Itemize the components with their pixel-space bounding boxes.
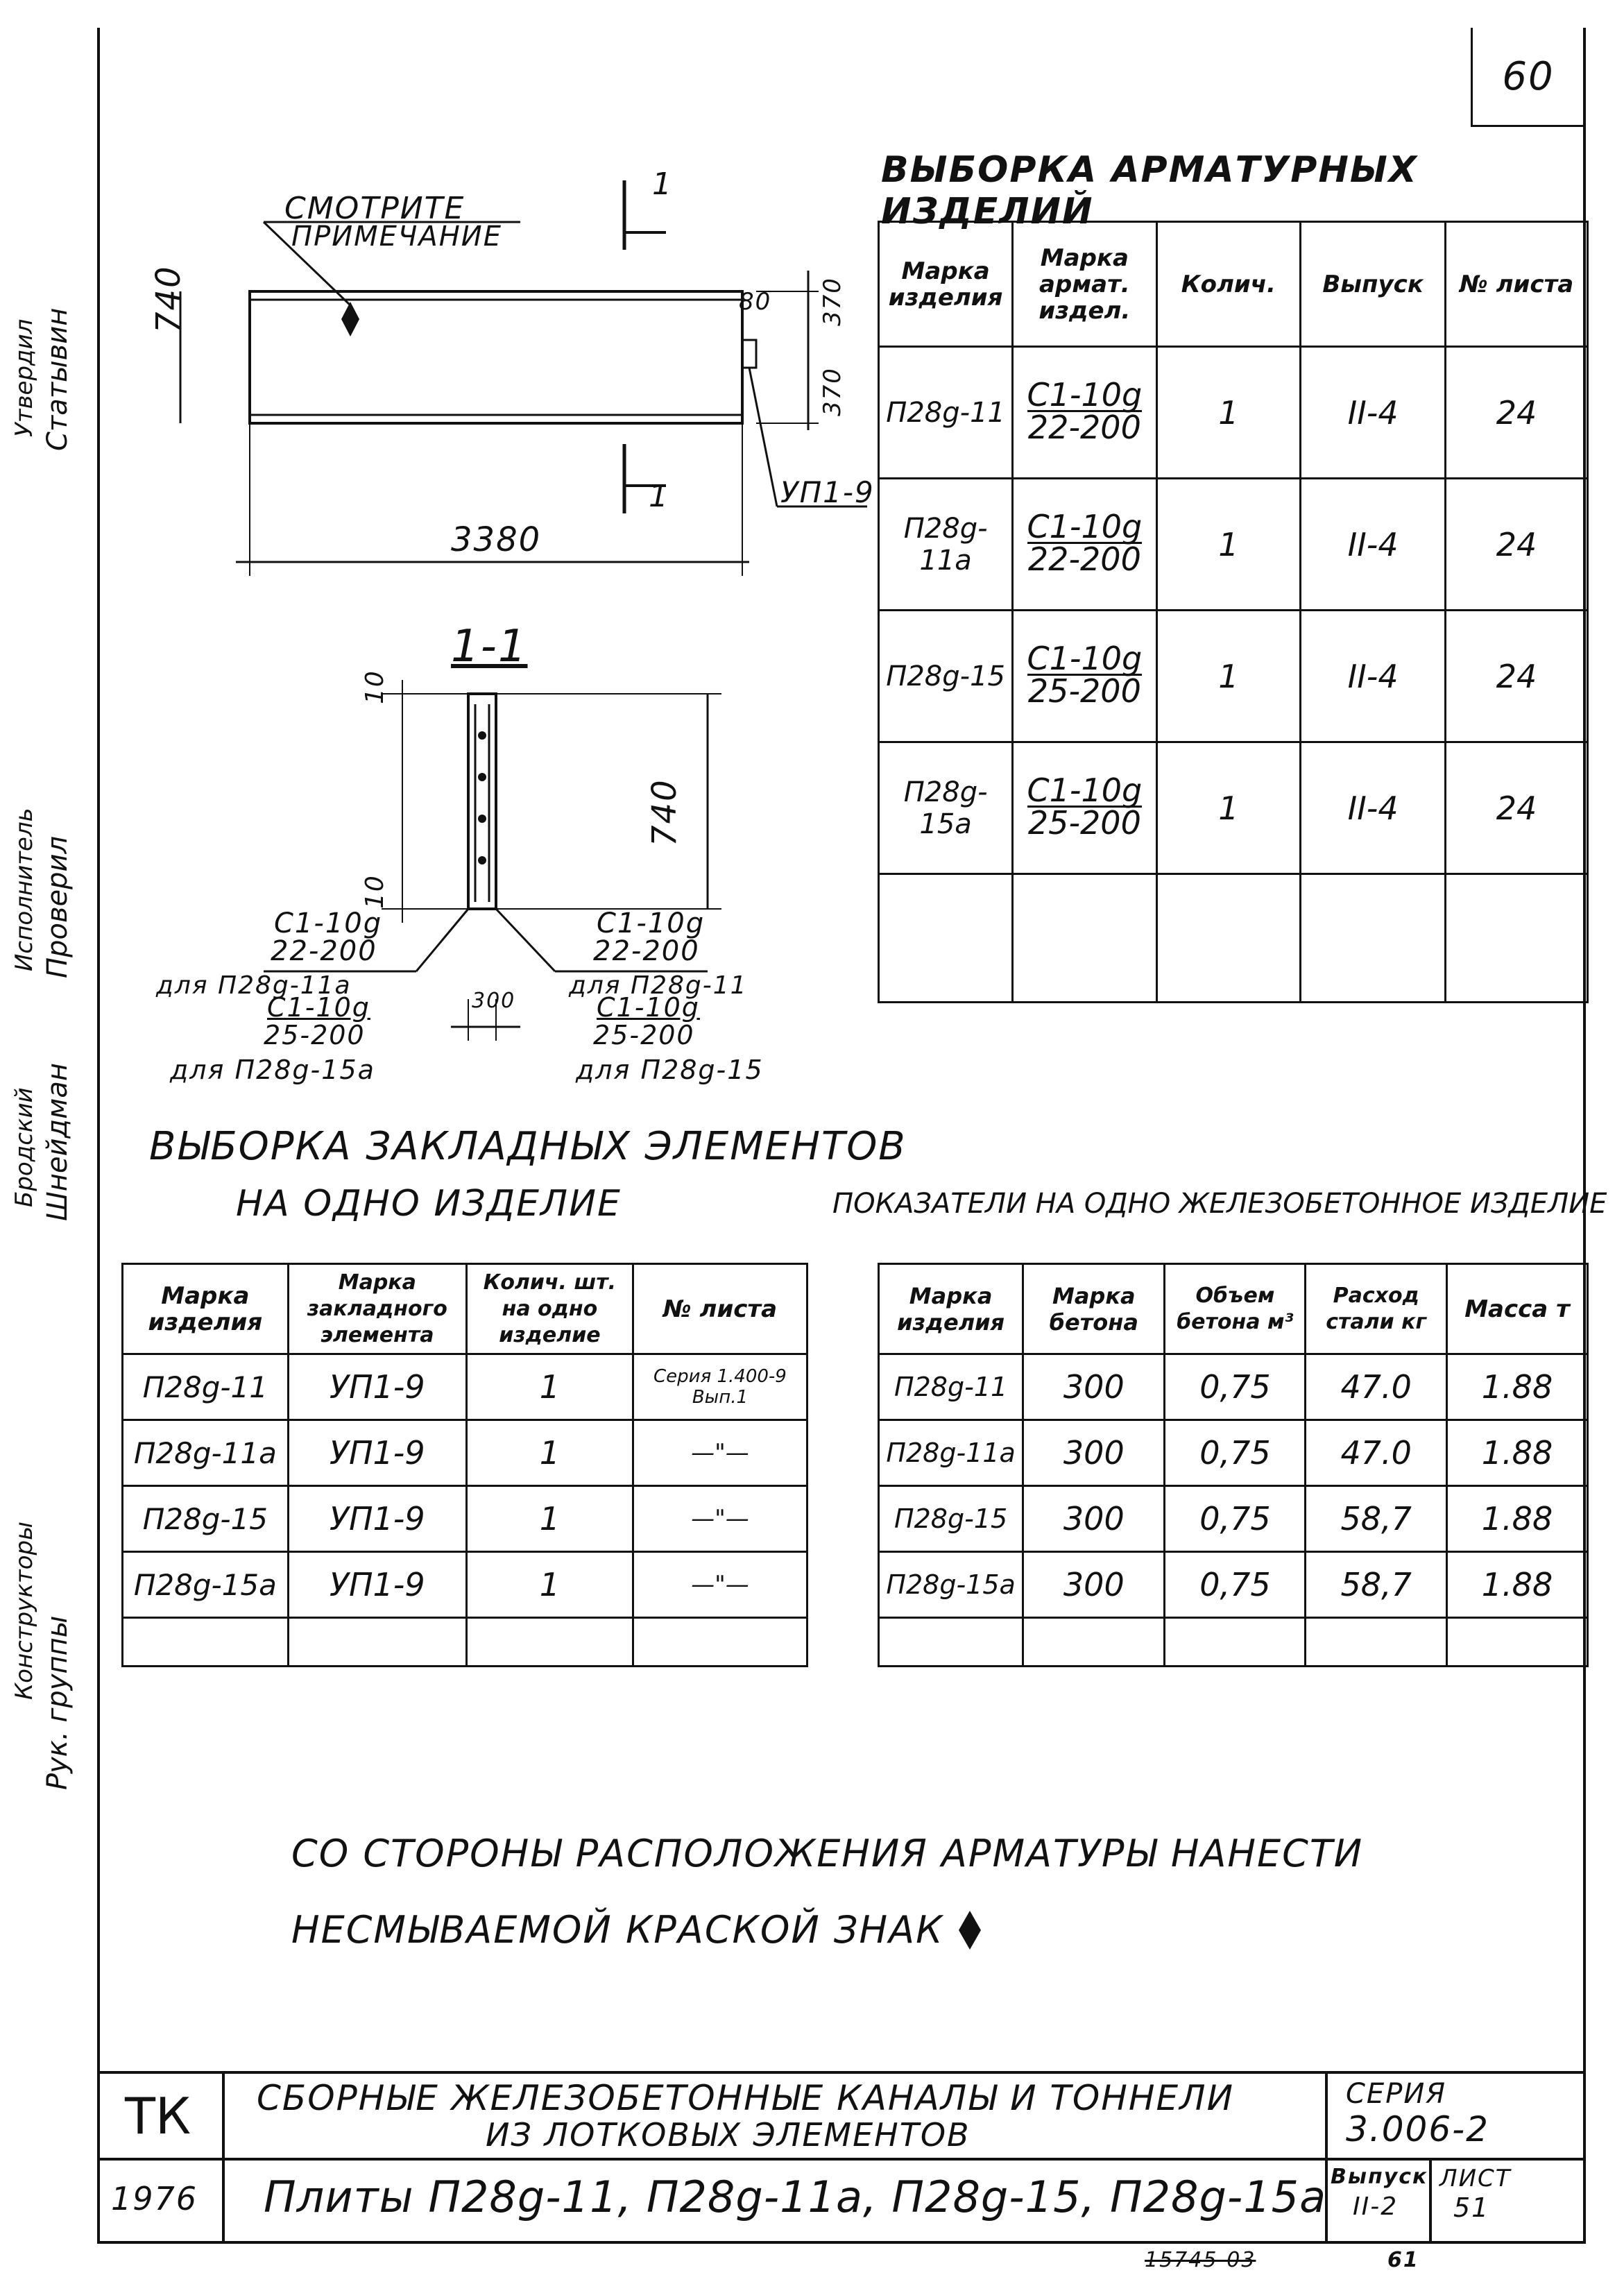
ind-steel: 58,7 — [1306, 1552, 1447, 1618]
rebar-mark: П28g-11 — [879, 347, 1013, 479]
embedded-header-mark: Марка изделия — [123, 1264, 289, 1354]
tb-vline — [1429, 2158, 1432, 2241]
empty-cell — [1013, 874, 1156, 1003]
right-a2: 22-200 — [593, 935, 700, 967]
footer-sheet: 61 — [1387, 2248, 1419, 2272]
embedded-row — [123, 1420, 807, 1486]
tb-series-label: СЕРИЯ — [1346, 2078, 1447, 2110]
indicators-row — [879, 1354, 1588, 1420]
embedded-sheet: —"— — [633, 1420, 807, 1486]
rebar-top: С1-10g — [1027, 507, 1143, 545]
tb-org: ТК — [125, 2087, 191, 2145]
embedded-mark: П28g-11 — [123, 1354, 289, 1420]
left-a2: 22-200 — [271, 935, 377, 967]
ind-mark: П28g-15a — [879, 1552, 1023, 1618]
empty-cell — [1165, 1618, 1306, 1667]
rebar-empty-row — [879, 874, 1588, 1003]
rebar-dot — [478, 856, 486, 864]
note-line-2: НЕСМЫВАЕМОЙ КРАСКОЙ ЗНАК — [291, 1908, 944, 1952]
note-label-2: ПРИМЕЧАНИЕ — [291, 221, 502, 253]
dim-10b: 10 — [361, 874, 389, 909]
rebar-issue: II-4 — [1301, 611, 1446, 742]
rebar-row — [879, 479, 1588, 611]
section-title: 1-1 — [451, 621, 528, 672]
rebar-fraction — [1027, 507, 1143, 578]
rebar-rebar — [1013, 347, 1156, 479]
dim-740b: 740 — [645, 778, 684, 846]
ind-concrete: 300 — [1023, 1420, 1165, 1486]
tb-title-2: ИЗ ЛОТКОВЫХ ЭЛЕМЕНТОВ — [486, 2116, 971, 2154]
rebar-bottom: 22-200 — [1027, 540, 1141, 578]
stamp-role4: Утвердил — [10, 318, 38, 437]
dim-370b: 370 — [819, 367, 846, 416]
rebar-mark: П28g-11a — [879, 479, 1013, 611]
rebar-header-issue: Выпуск — [1301, 222, 1446, 347]
embedded-sheet: —"— — [633, 1486, 807, 1552]
rebar-issue: II-4 — [1301, 347, 1446, 479]
right-a3: для П28g-11 — [569, 971, 748, 1000]
tb-vline — [222, 2071, 225, 2241]
marker-diamond-shape — [959, 1911, 981, 1950]
indicators-title: ПОКАЗАТЕЛИ НА ОДНО ЖЕЛЕЗОБЕТОННОЕ ИЗДЕЛИЕ — [832, 1188, 1607, 1220]
rebar-table-header — [879, 222, 1588, 347]
ind-mass: 1.88 — [1447, 1420, 1588, 1486]
stamp-role2: Бродский — [10, 1087, 38, 1207]
rebar-sheet: 24 — [1446, 742, 1588, 874]
rebar-rebar — [1013, 742, 1156, 874]
rebar-top: С1-10g — [1027, 375, 1143, 414]
rebar-bottom: 22-200 — [1027, 408, 1141, 446]
up-label: УП1-9 — [780, 475, 875, 509]
marker-diamond-icon — [957, 1911, 982, 1950]
stamp-name2: Шнейдман — [42, 1062, 74, 1221]
ind-mass: 1.88 — [1447, 1486, 1588, 1552]
rebar-qty: 1 — [1156, 742, 1301, 874]
stamp-name4: Статывин — [42, 307, 74, 451]
rebar-fraction — [1027, 771, 1143, 842]
ind-mark: П28g-11a — [879, 1420, 1023, 1486]
marker-diamond — [341, 302, 359, 336]
ind-concrete: 300 — [1023, 1354, 1165, 1420]
ind-steel: 47.0 — [1306, 1354, 1447, 1420]
dim-10a: 10 — [361, 670, 389, 704]
ind-header-concrete: Марка бетона — [1023, 1264, 1165, 1354]
ind-mark: П28g-15 — [879, 1486, 1023, 1552]
ind-volume: 0,75 — [1165, 1486, 1306, 1552]
rebar-fraction — [1027, 639, 1143, 710]
empty-cell — [1446, 874, 1588, 1003]
rebar-sheet: 24 — [1446, 479, 1588, 611]
rebar-qty: 1 — [1156, 347, 1301, 479]
ind-steel: 58,7 — [1306, 1486, 1447, 1552]
ind-mark: П28g-11 — [879, 1354, 1023, 1420]
embedded-mark: П28g-11a — [123, 1420, 289, 1486]
ind-volume: 0,75 — [1165, 1354, 1306, 1420]
right-b2: 25-200 — [593, 1020, 695, 1050]
embedded-element: УП1-9 — [288, 1420, 466, 1486]
empty-cell — [1306, 1618, 1447, 1667]
indicators-table-header — [879, 1264, 1588, 1354]
left-b1: С1-10g — [267, 992, 370, 1023]
rebar-top: С1-10g — [1027, 771, 1143, 809]
empty-cell — [1301, 874, 1446, 1003]
note-label-1: СМОТРИТЕ — [284, 191, 465, 226]
embedded-header-sheet: № листа — [633, 1264, 807, 1354]
section-mark-bottom: 1 — [649, 479, 669, 514]
stamp-dept: Конструкторы — [10, 1522, 38, 1700]
empty-cell — [288, 1618, 466, 1667]
embedded-element: УП1-9 — [288, 1354, 466, 1420]
page-number-text: 60 — [1502, 53, 1555, 99]
rebar-row — [879, 347, 1588, 479]
embedded-mark: П28g-15a — [123, 1552, 289, 1618]
ind-mass: 1.88 — [1447, 1552, 1588, 1618]
embedded-header-qty: Колич. шт. на одно изделие — [466, 1264, 633, 1354]
tb-series: 3.006-2 — [1346, 2109, 1489, 2149]
indicators-empty-row — [879, 1618, 1588, 1667]
rebar-issue: II-4 — [1301, 479, 1446, 611]
embedded-mark: П28g-15 — [123, 1486, 289, 1552]
dim-300: 300 — [472, 989, 516, 1013]
empty-cell — [1447, 1618, 1588, 1667]
ind-header-volume: Объем бетона м³ — [1165, 1264, 1306, 1354]
ind-concrete: 300 — [1023, 1552, 1165, 1618]
rebar-table — [878, 221, 1589, 1003]
dim-3380: 3380 — [451, 520, 542, 559]
right-a1: С1-10g — [597, 908, 706, 939]
leader-line — [749, 368, 777, 506]
right-b3: для П28g-15 — [576, 1055, 764, 1085]
empty-cell — [879, 1618, 1023, 1667]
left-a1: С1-10g — [274, 908, 383, 939]
embedded-empty-row — [123, 1618, 807, 1667]
embedded-header-element: Марка закладного элемента — [288, 1264, 466, 1354]
tb-hline — [97, 2158, 1583, 2161]
rebar-header-sheet: № листа — [1446, 222, 1588, 347]
indicators-row — [879, 1420, 1588, 1486]
tb-title-1: СБОРНЫЕ ЖЕЛЕЗОБЕТОННЫЕ КАНАЛЫ И ТОННЕЛИ — [257, 2078, 1235, 2118]
rebar-qty: 1 — [1156, 611, 1301, 742]
embedded-row — [123, 1486, 807, 1552]
embedded-qty: 1 — [466, 1354, 633, 1420]
embedded-element: УП1-9 — [288, 1552, 466, 1618]
ind-volume: 0,75 — [1165, 1420, 1306, 1486]
rebar-mark: П28g-15a — [879, 742, 1013, 874]
right-b1: С1-10g — [597, 992, 700, 1023]
rebar-bottom: 25-200 — [1027, 803, 1141, 842]
dim-740: 740 — [149, 265, 188, 333]
rebar-row — [879, 742, 1588, 874]
embedded-table-header — [123, 1264, 807, 1354]
embedded-qty: 1 — [466, 1486, 633, 1552]
embedded-row — [123, 1354, 807, 1420]
rebar-qty: 1 — [1156, 479, 1301, 611]
rebar-row — [879, 611, 1588, 742]
empty-cell — [1156, 874, 1301, 1003]
footer-code: 15745-03 — [1145, 2248, 1256, 2272]
rebar-bottom: 25-200 — [1027, 672, 1141, 710]
rebar-dot — [478, 815, 486, 823]
empty-cell — [1023, 1618, 1165, 1667]
tb-issue: II-2 — [1353, 2192, 1399, 2221]
rebar-fraction — [1027, 375, 1143, 446]
ind-mass: 1.88 — [1447, 1354, 1588, 1420]
rebar-sheet: 24 — [1446, 611, 1588, 742]
indicators-row — [879, 1486, 1588, 1552]
section-mark-top: 1 — [652, 167, 673, 202]
tb-sheet-label: ЛИСТ — [1439, 2165, 1512, 2192]
ind-header-mark: Марка изделия — [879, 1264, 1023, 1354]
embedded-sheet: Серия 1.400-9 Вып.1 — [633, 1354, 807, 1420]
ind-header-mass: Масса т — [1447, 1264, 1588, 1354]
tb-sheet: 51 — [1453, 2192, 1490, 2223]
indicators-row — [879, 1552, 1588, 1618]
rebar-rebar — [1013, 611, 1156, 742]
note-line-1: СО СТОРОНЫ РАСПОЛОЖЕНИЯ АРМАТУРЫ НАНЕСТИ — [291, 1832, 1364, 1875]
left-a3: для П28g-11a — [156, 971, 352, 1000]
dim-370a: 370 — [819, 277, 846, 326]
rebar-sheet: 24 — [1446, 347, 1588, 479]
up-plate — [742, 340, 756, 368]
rebar-dot — [478, 731, 486, 740]
rebar-header-rebar: Марка армат. издел. — [1013, 222, 1156, 347]
left-b2: 25-200 — [264, 1020, 366, 1050]
ind-volume: 0,75 — [1165, 1552, 1306, 1618]
left-b3: для П28g-15a — [170, 1055, 375, 1085]
rebar-issue: II-4 — [1301, 742, 1446, 874]
rebar-rebar — [1013, 479, 1156, 611]
slab-outline — [250, 291, 742, 423]
stamp-name3: Проверил — [42, 835, 74, 978]
dim-80: 80 — [739, 288, 772, 316]
empty-cell — [466, 1618, 633, 1667]
ind-steel: 47.0 — [1306, 1420, 1447, 1486]
embedded-row — [123, 1552, 807, 1618]
embedded-element: УП1-9 — [288, 1486, 466, 1552]
page-number — [1471, 28, 1584, 127]
rebar-mark: П28g-15 — [879, 611, 1013, 742]
tb-product: Плиты П28g-11, П28g-11a, П28g-15, П28g-15a — [264, 2172, 1327, 2222]
ind-header-steel: Расход стали кг — [1306, 1264, 1447, 1354]
rebar-header-qty: Колич. — [1156, 222, 1301, 347]
tb-year: 1976 — [111, 2180, 198, 2217]
note-line-2-wrap — [291, 1908, 982, 1952]
embedded-table — [121, 1263, 808, 1667]
rebar-header-mark: Марка изделия — [879, 222, 1013, 347]
embedded-sheet: —"— — [633, 1552, 807, 1618]
section-profile — [468, 694, 496, 909]
rebar-dot — [478, 773, 486, 781]
embedded-qty: 1 — [466, 1552, 633, 1618]
rebar-selection-title: ВЫБОРКА АРМАТУРНЫХ ИЗДЕЛИЙ — [881, 149, 1418, 232]
ind-concrete: 300 — [1023, 1486, 1165, 1552]
embedded-title-1: ВЫБОРКА ЗАКЛАДНЫХ ЭЛЕМЕНТОВ — [149, 1124, 907, 1169]
rebar-top: С1-10g — [1027, 639, 1143, 677]
empty-cell — [633, 1618, 807, 1667]
empty-cell — [123, 1618, 289, 1667]
stamp-role1: Рук. группы — [42, 1615, 74, 1790]
stamp-role3: Исполнитель — [10, 808, 38, 971]
tb-issue-label: Выпуск — [1331, 2165, 1428, 2189]
indicators-table — [878, 1263, 1589, 1667]
leader-line — [416, 909, 468, 971]
leader-line — [496, 909, 555, 971]
embedded-title-2: НА ОДНО ИЗДЕЛИЕ — [236, 1183, 622, 1225]
embedded-qty: 1 — [466, 1420, 633, 1486]
empty-cell — [879, 874, 1013, 1003]
